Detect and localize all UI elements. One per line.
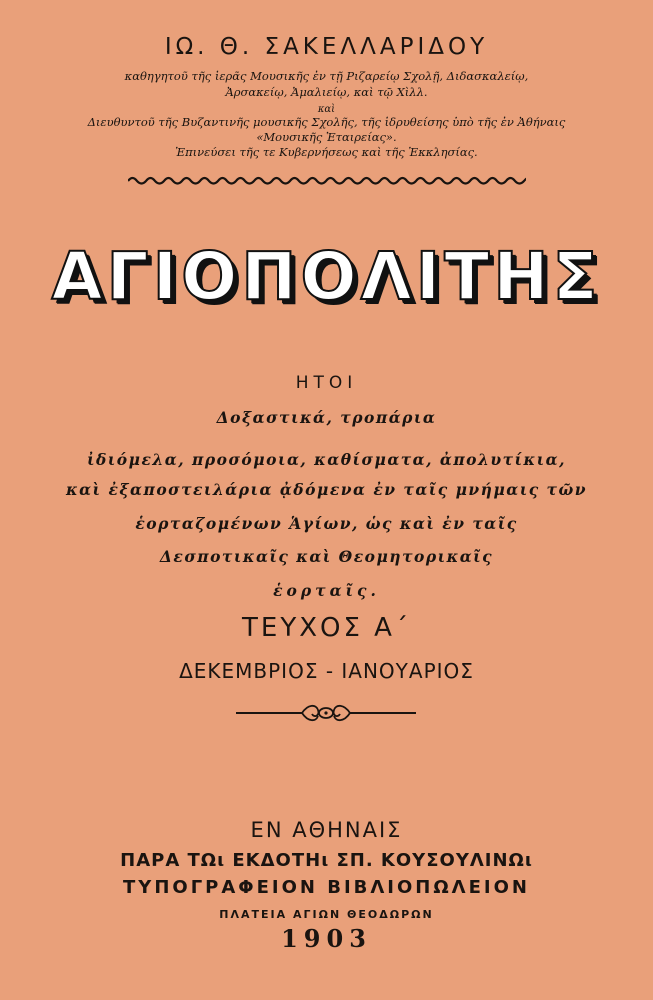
imprint-city: ΕΝ ΑΘΗΝΑΙΣ <box>250 818 403 842</box>
author-credentials-line-1: καθηγητοῦ τῆς ἱερᾶς Μουσικῆς ἐν τῇ Ριζαρείῳ Σχολῇ, Διδασκαλείῳ, <box>124 69 529 83</box>
publication-year: 1903 <box>281 924 372 953</box>
subtitle-line-6: ἑορταῖς. <box>273 581 380 600</box>
author-credentials-line-2: Ἀρσακείῳ, Ἀμαλιείῳ, καὶ τῷ Χὶλλ. <box>225 85 428 99</box>
author-credentials-line-3: καὶ <box>317 104 336 115</box>
imprint-publisher: ΠΑΡΑ ΤΩι ΕΚΔΟΤΗι ΣΠ. ΚΟΥΣΟΥΛΙΝΩι <box>120 850 533 871</box>
wavy-divider <box>128 174 526 188</box>
imprint-shop: ΤΥΠΟΓΡΑΦΕΙΟΝ ΒΙΒΛΙΟΠΩΛΕΙΟΝ <box>123 877 530 898</box>
subtitle-line-4: ἑορταζομένων Ἁγίων, ὡς καὶ ἐν ταῖς <box>135 514 518 533</box>
author-name: ΙΩ. Θ. ΣΑΚΕΛΛΑΡΙΔΟΥ <box>164 34 489 60</box>
subtitle-line-5: Δεσποτικαῖς καὶ Θεομητορικαῖς <box>159 547 494 566</box>
subtitle-line-3: καὶ ἐξαποστειλάρια ᾀδόμενα ἐν ταῖς μνήμαις τῶν <box>66 480 587 499</box>
subtitle-line-2: ἰδιόμελα, προσόμοια, καθίσματα, ἀπολυτίκια, <box>86 450 567 469</box>
subtitle-line-1: Δοξαστικά, τροπάρια <box>216 408 437 427</box>
ornament-divider <box>236 700 416 726</box>
author-credentials-line-4: Διευθυντοῦ τῆς Βυζαντινῆς μουσικῆς Σχολῆς, τῆς ἱδρυθείσης ὑπὸ τῆς ἐν Ἀθήναις <box>87 115 566 129</box>
subtitle-etoi: ΗΤΟΙ <box>295 373 358 393</box>
volume-label: ΤΕΥΧΟΣ Α΄ <box>242 613 411 643</box>
months-label: ΔΕΚΕΜΒΡΙΟΣ - ΙΑΝΟΥΑΡΙΟΣ <box>179 659 474 683</box>
imprint-address: ΠΛΑΤΕΙΑ ΑΓΙΩΝ ΘΕΟΔΩΡΩΝ <box>219 908 434 921</box>
book-title: ΑΓΙΟΠΟΛΙΤΗΣ <box>51 238 602 315</box>
author-credentials-line-5: «Μουσικῆς Ἑταιρείας». <box>256 130 397 144</box>
author-credentials-line-6: Ἐπινεύσει τῆς τε Κυβερνήσεως καὶ τῆς Ἐκκλησίας. <box>175 145 478 159</box>
